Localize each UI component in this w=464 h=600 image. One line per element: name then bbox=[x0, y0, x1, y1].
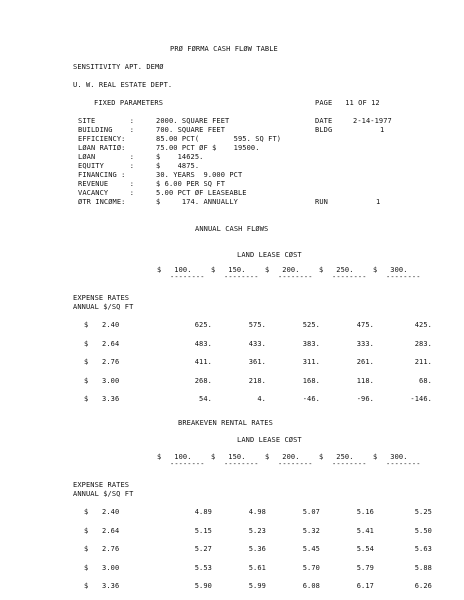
table-cell: 5.61 bbox=[248, 563, 266, 572]
expense-rate: 2.76 bbox=[102, 545, 120, 553]
table-cell: 525. bbox=[302, 321, 320, 329]
page-number: PAGE 11 OF 12 bbox=[315, 99, 380, 107]
table-cell: 5.25 bbox=[414, 508, 432, 516]
table-title: PRØ FØRMA CASH FLØW TABLE bbox=[170, 45, 278, 53]
land-lease-column-header: $ 250. bbox=[319, 453, 354, 461]
expense-rates-label-2: EXPENSE RATES bbox=[73, 481, 130, 489]
land-lease-column-header: $ 100. bbox=[157, 266, 192, 274]
column-underline: -------- bbox=[170, 460, 205, 468]
table-cell: 4.98 bbox=[248, 508, 266, 516]
column-underline: -------- bbox=[386, 460, 421, 468]
table-cell: 361. bbox=[248, 358, 266, 366]
bldg-label: BLDG bbox=[315, 126, 333, 134]
date-label: DATE bbox=[315, 117, 333, 125]
breakeven-rental-rates-title: BREAKEVEN RENTAL RATES bbox=[178, 419, 273, 427]
land-lease-column-header: $ 300. bbox=[373, 266, 408, 274]
currency-symbol: $ bbox=[84, 545, 89, 553]
table-cell: 5.70 bbox=[302, 563, 320, 572]
table-cell: 5.23 bbox=[248, 526, 266, 535]
currency-symbol: $ bbox=[84, 395, 89, 403]
fixed-parameters-heading: FIXED PARAMETERS bbox=[94, 99, 164, 107]
parameter-value: $ 14625. bbox=[156, 153, 204, 161]
land-lease-cost-label: LAND LEASE CØST bbox=[237, 251, 302, 259]
parameter-value: 2000. SQUARE FEET bbox=[156, 117, 230, 125]
run-label: RUN bbox=[315, 198, 328, 206]
table-cell: 118. bbox=[356, 376, 374, 385]
land-lease-column-header: $ 200. bbox=[265, 453, 300, 461]
annual-per-sqft-label: ANNUAL $/SQ FT bbox=[73, 303, 134, 311]
parameter-label: FINANCING : bbox=[78, 171, 126, 179]
table-cell: 6.17 bbox=[356, 582, 374, 590]
column-underline: -------- bbox=[170, 273, 205, 281]
table-cell: 411. bbox=[194, 358, 212, 366]
expense-rate: 3.00 bbox=[102, 563, 120, 572]
table-cell: 5.88 bbox=[414, 563, 432, 572]
table-cell: 54. bbox=[199, 395, 212, 403]
currency-symbol: $ bbox=[84, 582, 89, 590]
parameter-value: $ 6.00 PER SQ FT bbox=[156, 180, 226, 188]
table-cell: -96. bbox=[356, 395, 374, 403]
expense-rate: 3.36 bbox=[102, 582, 120, 590]
expense-rate: 2.76 bbox=[102, 358, 120, 366]
table-cell: 5.15 bbox=[194, 526, 212, 535]
table-cell: 483. bbox=[194, 339, 212, 348]
parameter-label: EFFICIENCY: bbox=[78, 135, 126, 143]
column-underline: -------- bbox=[332, 460, 367, 468]
land-lease-column-header: $ 100. bbox=[157, 453, 192, 461]
parameter-value: 5.00 PCT ØF LEASEABLE bbox=[156, 189, 247, 197]
run-value: 1 bbox=[376, 198, 381, 206]
table-cell: 6.26 bbox=[414, 582, 432, 590]
land-lease-column-header: $ 150. bbox=[211, 266, 246, 274]
parameter-label: EQUITY : bbox=[78, 162, 135, 170]
table-cell: 575. bbox=[248, 321, 266, 329]
table-cell: 218. bbox=[248, 376, 266, 385]
table-cell: 261. bbox=[356, 358, 374, 366]
parameter-label: LØAN : bbox=[78, 153, 135, 161]
land-lease-column-header: $ 300. bbox=[373, 453, 408, 461]
table-cell: 311. bbox=[302, 358, 320, 366]
column-underline: -------- bbox=[332, 273, 367, 281]
report-subtitle: SENSITIVITY APT. DEMØ bbox=[73, 63, 164, 71]
parameter-label: VACANCY : bbox=[78, 189, 135, 197]
parameter-value: $ 174. ANNUALLY bbox=[156, 198, 238, 206]
parameter-label: REVENUE : bbox=[78, 180, 135, 188]
table-cell: 5.07 bbox=[302, 508, 320, 516]
parameter-value: 75.00 PCT ØF $ 19500. bbox=[156, 144, 260, 152]
parameter-value: 700. SQUARE FEET bbox=[156, 126, 226, 134]
land-lease-column-header: $ 200. bbox=[265, 266, 300, 274]
expense-rate: 2.40 bbox=[102, 321, 120, 329]
table-cell: 5.27 bbox=[194, 545, 212, 553]
currency-symbol: $ bbox=[84, 563, 89, 572]
land-lease-column-header: $ 250. bbox=[319, 266, 354, 274]
expense-rate: 2.64 bbox=[102, 339, 120, 348]
date-value: 2-14-1977 bbox=[353, 117, 392, 125]
expense-rate: 3.00 bbox=[102, 376, 120, 385]
table-cell: 425. bbox=[414, 321, 432, 329]
table-cell: 5.54 bbox=[356, 545, 374, 553]
expense-rate: 2.64 bbox=[102, 526, 120, 535]
table-cell: 5.79 bbox=[356, 563, 374, 572]
table-cell: 5.99 bbox=[248, 582, 266, 590]
parameter-label: ØTR INCØME: bbox=[78, 198, 126, 206]
land-lease-cost-label-2: LAND LEASE CØST bbox=[237, 436, 302, 444]
table-cell: 5.53 bbox=[194, 563, 212, 572]
table-cell: 5.32 bbox=[302, 526, 320, 535]
table-cell: 4. bbox=[257, 395, 266, 403]
table-cell: 6.08 bbox=[302, 582, 320, 590]
table-cell: 5.63 bbox=[414, 545, 432, 553]
table-cell: 5.90 bbox=[194, 582, 212, 590]
table-cell: 383. bbox=[302, 339, 320, 348]
expense-rate: 2.40 bbox=[102, 508, 120, 516]
currency-symbol: $ bbox=[84, 508, 89, 516]
annual-per-sqft-label-2: ANNUAL $/SQ FT bbox=[73, 490, 134, 498]
table-cell: 4.89 bbox=[194, 508, 212, 516]
column-underline: -------- bbox=[386, 273, 421, 281]
parameter-label: LØAN RATIØ: bbox=[78, 144, 126, 152]
table-cell: 68. bbox=[419, 376, 432, 385]
parameter-value: 85.00 PCT( 595. SQ FT) bbox=[156, 135, 282, 143]
table-cell: 5.45 bbox=[302, 545, 320, 553]
currency-symbol: $ bbox=[84, 526, 89, 535]
annual-cash-flows-title: ANNUAL CASH FLØWS bbox=[195, 225, 269, 233]
table-cell: 475. bbox=[356, 321, 374, 329]
table-cell: -146. bbox=[410, 395, 432, 403]
bldg-value: 1 bbox=[380, 126, 385, 134]
currency-symbol: $ bbox=[84, 376, 89, 385]
table-cell: -46. bbox=[302, 395, 320, 403]
column-underline: -------- bbox=[278, 460, 313, 468]
table-cell: 625. bbox=[194, 321, 212, 329]
table-cell: 433. bbox=[248, 339, 266, 348]
expense-rate: 3.36 bbox=[102, 395, 120, 403]
land-lease-column-header: $ 150. bbox=[211, 453, 246, 461]
parameter-label: SITE : bbox=[78, 117, 135, 125]
table-cell: 5.41 bbox=[356, 526, 374, 535]
currency-symbol: $ bbox=[84, 339, 89, 348]
column-underline: -------- bbox=[224, 460, 259, 468]
table-cell: 333. bbox=[356, 339, 374, 348]
table-cell: 5.36 bbox=[248, 545, 266, 553]
table-cell: 168. bbox=[302, 376, 320, 385]
table-cell: 211. bbox=[414, 358, 432, 366]
organization-name: U. W. REAL ESTATE DEPT. bbox=[73, 81, 173, 89]
currency-symbol: $ bbox=[84, 321, 89, 329]
parameter-value: $ 4875. bbox=[156, 162, 200, 170]
currency-symbol: $ bbox=[84, 358, 89, 366]
column-underline: -------- bbox=[224, 273, 259, 281]
column-underline: -------- bbox=[278, 273, 313, 281]
expense-rates-label: EXPENSE RATES bbox=[73, 294, 130, 302]
parameter-value: 30. YEARS 9.000 PCT bbox=[156, 171, 243, 179]
table-cell: 5.50 bbox=[414, 526, 432, 535]
table-cell: 268. bbox=[194, 376, 212, 385]
parameter-label: BUILDING : bbox=[78, 126, 135, 134]
table-cell: 5.16 bbox=[356, 508, 374, 516]
table-cell: 283. bbox=[414, 339, 432, 348]
